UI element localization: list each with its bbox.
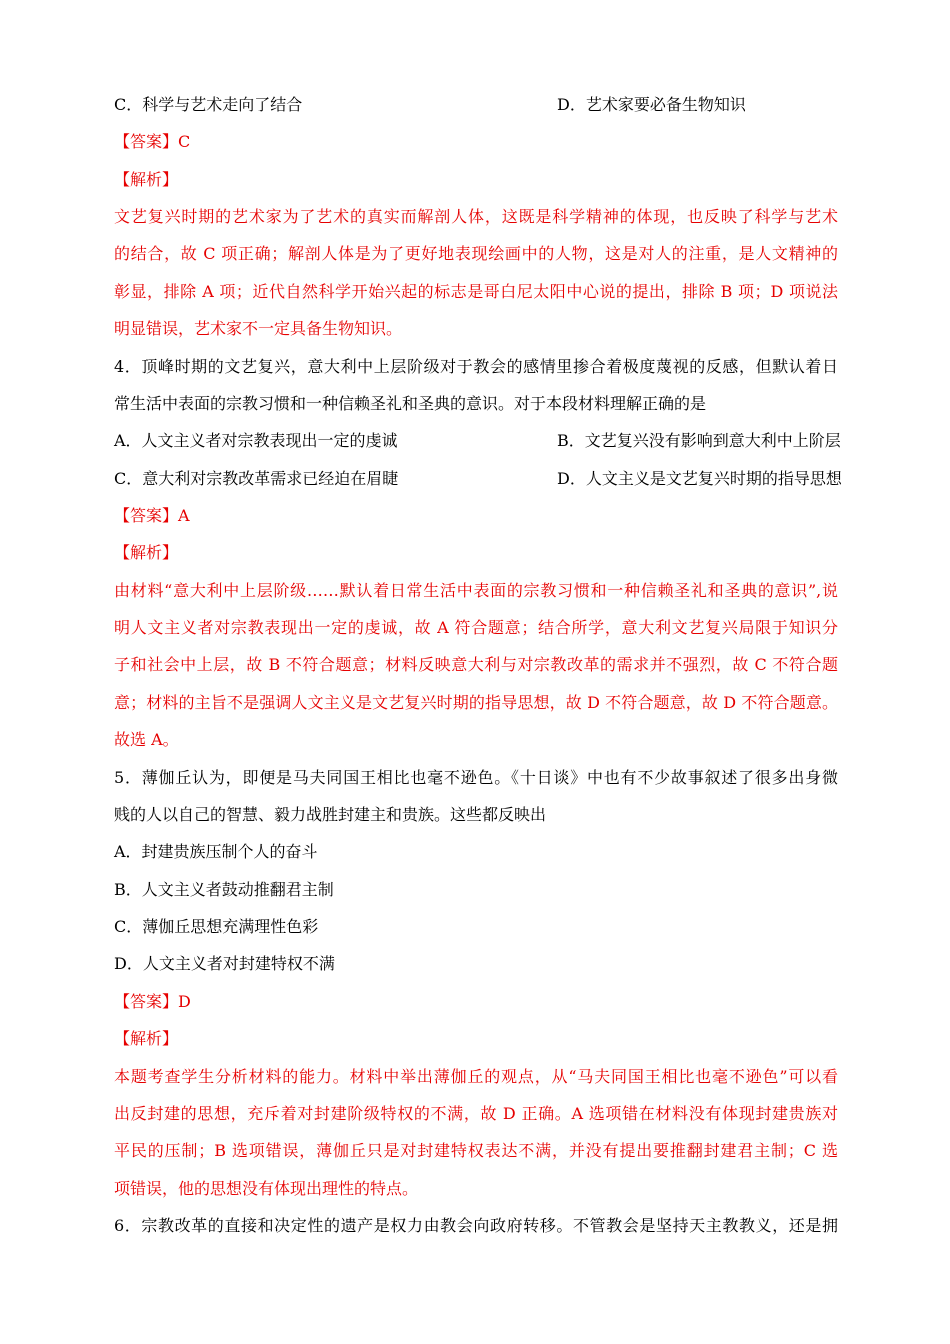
q5-analysis-line: 项错误，他的思想没有体现出理性的特点。 [114,1179,419,1198]
q4-option-d: D．人文主义是文艺复兴时期的指导思想 [557,469,842,488]
q4-analysis-tag: 【解析】 [114,543,179,562]
q3-option-row [114,94,746,116]
q5-answer [114,991,191,1013]
q4-stem-line: 4．顶峰时期的文艺复兴，意大利中上层阶级对于教会的感情里掺合着极度蔑视的反感，但默认着日 [114,357,838,376]
answer-tag: 【答案】 [114,132,179,151]
q4-option-c: C．意大利对宗教改革需求已经迫在眉睫 [114,469,399,488]
q4-option-b: B．文艺复兴没有影响到意大利中上阶层 [557,431,841,450]
q5-option-a: A．封建贵族压制个人的奋斗 [114,842,318,861]
q5-analysis-line: 平民的压制；B 选项错误，薄伽丘只是对封建特权表达不满，并没有提出要推翻封建君主制；C 选 [114,1141,838,1160]
q3-analysis-line: 明显错误，艺术家不一定具备生物知识。 [114,319,403,338]
q3-analysis-tag: 【解析】 [114,170,179,189]
q3-option-c: C．科学与艺术走向了结合 [114,95,303,114]
q5-analysis-line: 本题考查学生分析材料的能力。材料中举出薄伽丘的观点，从“马夫同国王相比也毫不逊色”可以看 [114,1067,838,1086]
q4-analysis-line: 故选 A。 [114,730,179,749]
q5-option-b: B．人文主义者鼓动推翻君主制 [114,880,334,899]
q4-analysis-line: 由材料“意大利中上层阶级……默认着日常生活中表面的宗教习惯和一种信赖圣礼和圣典的意识”,说 [114,581,838,600]
q3-analysis-line: 彰显，排除 A 项；近代自然科学开始兴起的标志是哥白尼太阳中心说的提出，排除 B 项；D 项说法 [114,282,838,301]
q5-option-d: D．人文主义者对封建特权不满 [114,954,335,973]
q5-analysis-line: 出反封建的思想，充斥着对封建阶级特权的不满，故 D 正确。A 选项错在材料没有体现封建贵族对 [114,1104,838,1123]
q5-analysis-tag: 【解析】 [114,1029,179,1048]
q3-option-d: D．艺术家要必备生物知识 [557,95,746,114]
q4-stem-line: 常生活中表面的宗教习惯和一种信赖圣礼和圣典的意识。对于本段材料理解正确的是 [114,394,707,413]
q3-analysis-line: 文艺复兴时期的艺术家为了艺术的真实而解剖人体，这既是科学精神的体现，也反映了科学与艺术 [114,207,838,226]
q4-analysis-line: 意；材料的主旨不是强调人文主义是文艺复兴时期的指导思想，故 D 不符合题意，故 D 不符合题意。 [114,693,838,712]
q4-analysis-line: 子和社会中上层，故 B 不符合题意；材料反映意大利与对宗教改革的需求并不强烈，故 C 不符合题 [114,655,838,674]
q3-analysis-line: 的结合，故 C 项正确；解剖人体是为了更好地表现绘画中的人物，这是对人的注重，是人文精神的 [114,244,838,263]
q4-option-row [114,468,842,490]
q6-stem-line: 6．宗教改革的直接和决定性的遗产是权力由教会向政府转移。不管教会是坚持天主教教义，还是拥 [114,1216,838,1235]
q5-stem-line: 贱的人以自己的智慧、毅力战胜封建主和贵族。这些都反映出 [114,805,547,824]
q4-answer [114,505,190,527]
q5-option-c: C．薄伽丘思想充满理性色彩 [114,917,319,936]
answer-value: A [178,506,190,525]
answer-tag: 【答案】 [114,506,179,525]
answer-value: D [178,992,191,1011]
q4-analysis-line: 明人文主义者对宗教表现出一定的虔诚，故 A 符合题意；结合所学，意大利文艺复兴局限于知识分 [114,618,838,637]
q4-option-a: A．人文主义者对宗教表现出一定的虔诚 [114,431,398,450]
q5-stem-line: 5．薄伽丘认为，即便是马夫同国王相比也毫不逊色。《十日谈》中也有不少故事叙述了很多出身微 [114,768,838,787]
answer-value: C [178,132,191,151]
answer-tag: 【答案】 [114,992,179,1011]
q3-answer [114,131,190,153]
q4-option-row [114,430,841,452]
